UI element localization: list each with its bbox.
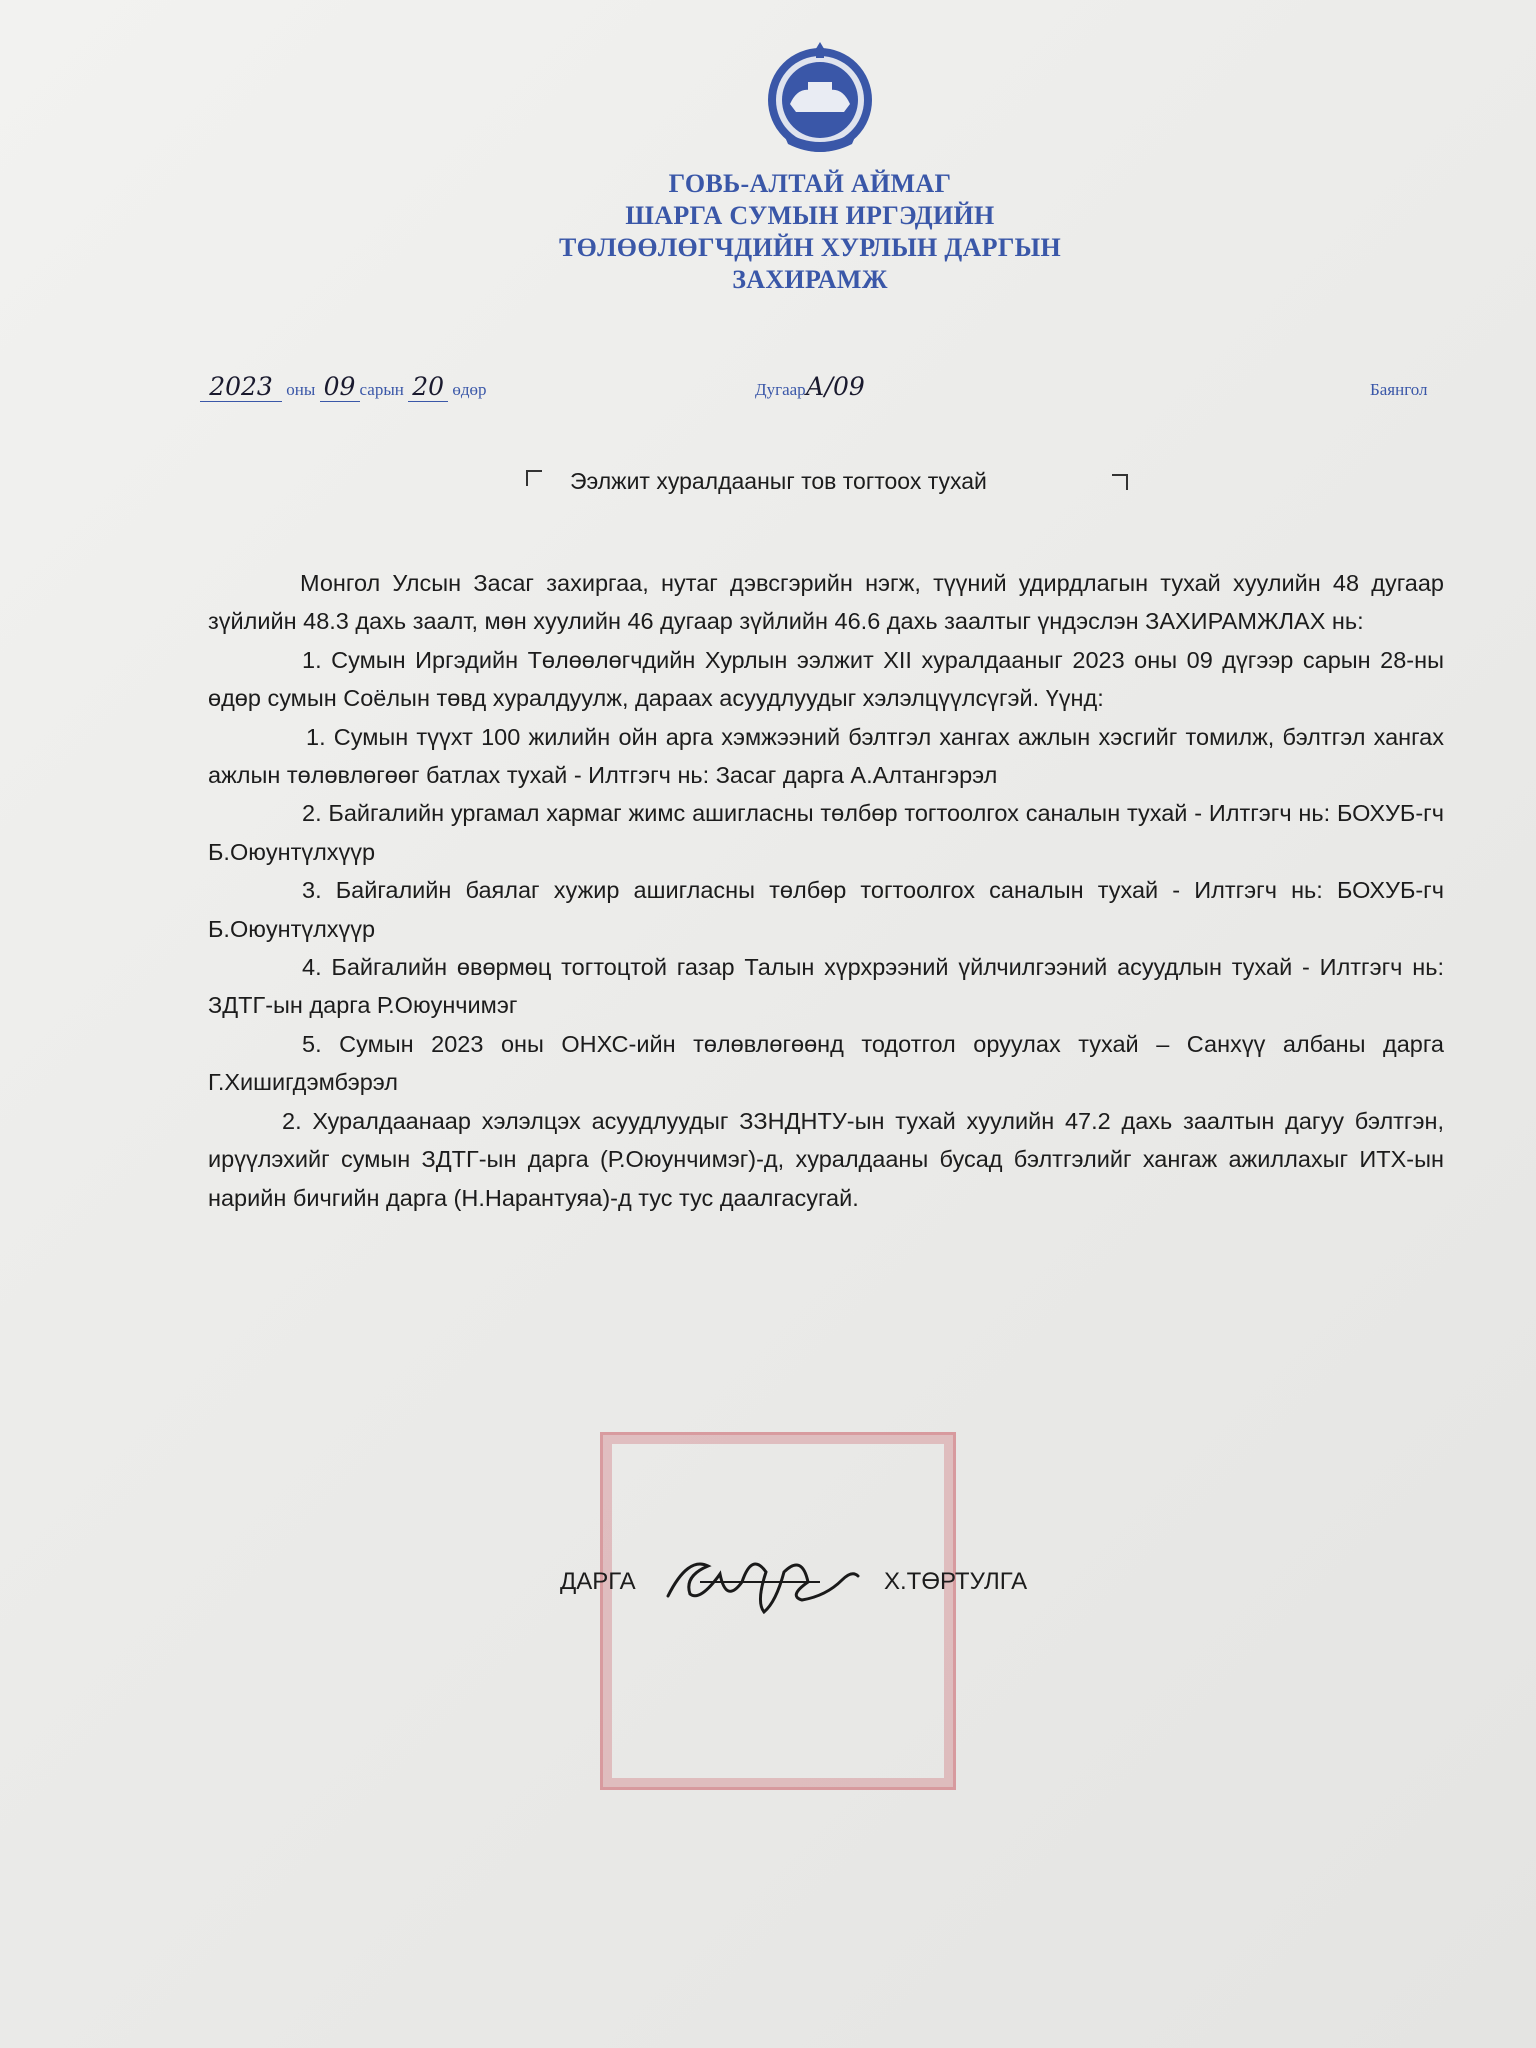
document-place: Баянгол	[1370, 380, 1428, 399]
body-subitem-2: 2. Байгалийн ургамал хармаг жимс ашигласны төлбөр тогтоолгох саналын тухай - Илтгэгч нь: БОХУБ-гч Б.Оюунтүлхүүр	[208, 800, 1444, 865]
document-number	[755, 372, 865, 401]
date-year-suffix: оны	[286, 380, 316, 399]
header-line-aimag: ГОВЬ-АЛТАЙ АЙМАГ	[668, 169, 952, 198]
document-meta	[0, 372, 1536, 412]
date-year: 2023	[200, 372, 282, 402]
body-subitem-4: 4. Байгалийн өвөрмөц тогтоцтой газар Талын хүрхрээний үйлчилгээний асуудлын тухай - Илтгэгч нь: ЗДТГ-ын дарга Р.Оюунчимэг	[208, 954, 1444, 1019]
document-subject: Ээлжит хуралдааныг тов тогтоох тухай	[570, 468, 987, 494]
date-month-suffix: сарын	[359, 380, 404, 399]
subject-bracket-right	[1112, 474, 1128, 490]
header-line-khural: ТӨЛӨӨЛӨГЧДИЙН ХУРЛЫН ДАРГЫН	[558, 233, 1062, 262]
number-label: Дугаар	[755, 380, 806, 399]
header-line-title: ЗАХИРАМЖ	[732, 265, 888, 294]
body-subitem-1: 1. Сумын түүхт 100 жилийн ойн арга хэмжээний бэлтгэл хангах ажлын хэсгийг томилж, бэлтгэл хангах ажлын төлөвлөгөөг батлах тухай - Илтгэгч нь: Засаг дарга А.Алтангэрэл	[208, 723, 1444, 789]
handwritten-signature	[660, 1538, 890, 1618]
body-item-1: 1. Сумын Иргэдийн Төлөөлөгчдийн Хурлын ээлжит XII хуралдааныг 2023 оны 09 дүгээр сарын 28-ны өдөр сумын Соёлын төвд хуралдуулж, дараах асуудлуудыг хэлэлцүүлсүгэй. Үүнд:	[208, 646, 1444, 712]
signatory-name: Х.ТӨРТУЛГА	[884, 1568, 1028, 1595]
date-day: 20	[408, 372, 448, 402]
number-value: А/09	[805, 372, 865, 401]
signatory-title: ДАРГА	[560, 1568, 636, 1595]
body-intro: Монгол Улсын Засаг захиргаа, нутаг дэвсгэрийн нэгж, түүний удирдлагын тухай хуулийн 48 дугаар зүйлийн 48.3 дахь заалт, мөн хуулийн 46 дугаар зүйлийн 46.6 дахь заалтыг үндэслэн ЗАХИРАМЖЛАХ нь:	[208, 570, 1444, 635]
body-subitem-3: 3. Байгалийн баялаг хужир ашигласны төлбөр тогтоолгох саналын тухай - Илтгэгч нь: БОХУБ-гч Б.Оюунтүлхүүр	[208, 877, 1444, 942]
document-body	[208, 564, 1444, 1217]
document-date	[200, 372, 487, 402]
body-subitem-5: 5. Сумын 2023 оны ОНХС-ийн төлөвлөгөөнд тодотгол оруулах тухай – Санхүү албаны дарга Г.Хишигдэмбэрэл	[208, 1030, 1444, 1096]
body-item-2: 2. Хуралдаанаар хэлэлцэх асуудлуудыг ЗЗНДНТУ-ын тухай хуулийн 47.2 дахь заалтын дагуу бэлтгэн, ирүүлэхийг сумын ЗДТГ-ын дарга (Р.Оюунчимэг)-д, хуралдааны бусад бэлтгэлийг хангаж ажиллахыг ИТХ-ын нарийн бичгийн дарга (Н.Нарантуяа)-д тус тус даалгасугай.	[208, 1107, 1444, 1211]
date-day-suffix: өдөр	[452, 380, 487, 399]
document-header	[420, 168, 1200, 296]
subject-bracket-left	[526, 470, 542, 486]
date-month: 09	[320, 372, 360, 402]
state-emblem-icon	[760, 34, 880, 162]
header-line-sum: ШАРГА СУМЫН ИРГЭДИЙН	[625, 201, 995, 230]
